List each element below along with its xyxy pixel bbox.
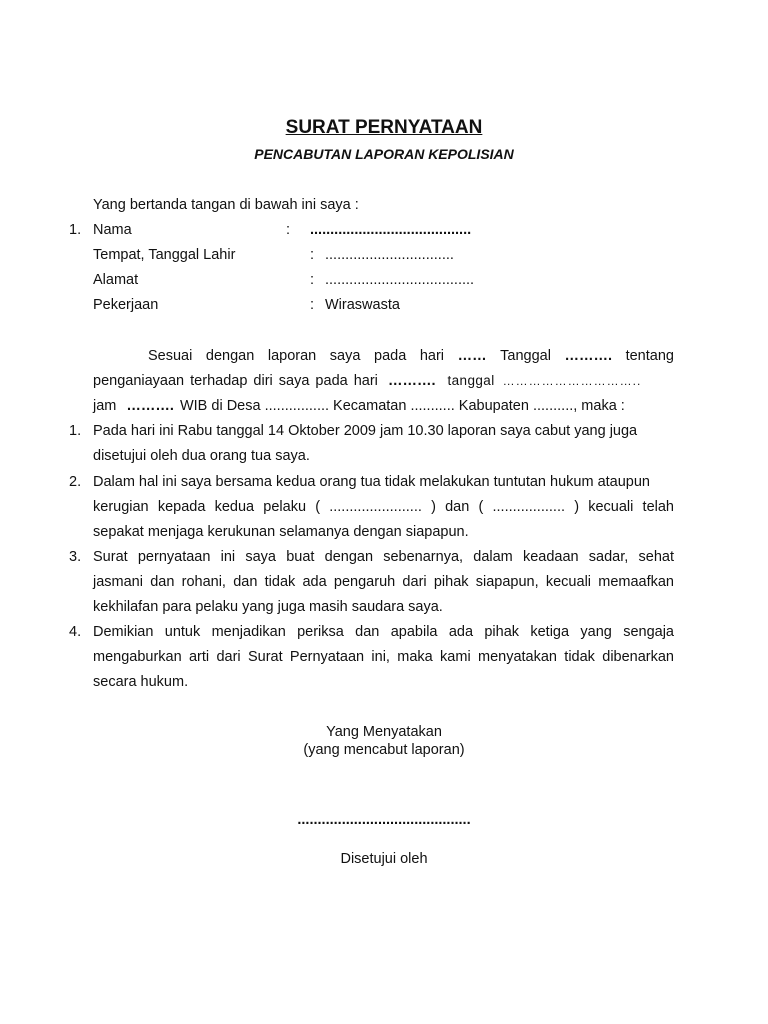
statement-line-1 (148, 346, 674, 366)
point-4-line-2: mengaburkan arti dari Surat Pernyataan ini, maka kami menyatakan tidak dibenarkan (93, 649, 674, 665)
field-label-alamat: Alamat (93, 272, 139, 288)
field-colon-pekerjaan: : (310, 297, 315, 313)
point-number: 2. (69, 474, 82, 490)
point-2-line-1: Dalam hal ini saya bersama kedua orang tua tidak melakukan tuntutan hukum ataupun (93, 474, 650, 490)
statement-word: laporan (267, 348, 317, 364)
point-number: 1. (69, 423, 82, 439)
statement-dots-tail: ………………………….. (502, 374, 642, 388)
statement-dots: …… (457, 348, 487, 364)
statement-tanggal: tanggal (447, 373, 495, 388)
identity-number: 1. (69, 222, 82, 238)
field-label-nama: Nama (93, 222, 132, 238)
field-label-pekerjaan: Pekerjaan (93, 297, 159, 313)
signature-label: Yang Menyatakan (326, 724, 442, 740)
point-4-line-1: Demikian untuk menjadikan periksa dan apabila ada pihak ketiga yang sengaja (93, 624, 674, 640)
point-1-line-1: Pada hari ini Rabu tanggal 14 Oktober 2009 jam 10.30 laporan saya cabut yang juga (93, 423, 638, 439)
statement-word: Sesuai (148, 348, 193, 364)
field-value-ttl: ................................ (325, 247, 454, 263)
statement-dots: ………. (564, 348, 613, 364)
field-label-ttl: Tempat, Tanggal Lahir (93, 247, 236, 263)
intro-text: Yang bertanda tangan di bawah ini saya : (93, 197, 359, 213)
point-2-line-2: kerugian kepada kedua pelaku ( ....................... ) dan ( .................. ) kecuali telah (93, 499, 674, 515)
statement-word: saya (329, 348, 361, 364)
point-3-line-1: Surat pernyataan ini saya buat dengan sebenarnya, dalam keadaan sadar, sehat (93, 549, 674, 565)
statement-line-2 (93, 371, 674, 391)
point-4-line-3: secara hukum. (93, 674, 189, 690)
statement-dots: ………. (387, 373, 436, 389)
statement-word: pada (374, 348, 407, 364)
signature-sublabel: (yang mencabut laporan) (303, 742, 465, 758)
signature-line: ........................................... (297, 812, 471, 828)
field-value-alamat: ..................................... (325, 272, 475, 288)
point-3-line-3: kekhilafan para pelaku yang juga masih saudara saya. (93, 599, 443, 615)
approved-label: Disetujui oleh (340, 851, 428, 867)
point-2-line-3: sepakat menjaga kerukunan selamanya dengan siapapun. (93, 524, 469, 540)
document-subtitle: PENCABUTAN LAPORAN KEPOLISIAN (254, 146, 514, 162)
point-number: 4. (69, 624, 82, 640)
statement-line-3 (93, 396, 625, 416)
document-title: SURAT PERNYATAAN (285, 117, 483, 138)
field-value-nama: ........................................ (310, 222, 472, 238)
statement-word: Tanggal (500, 348, 551, 364)
statement-word: hari (419, 348, 445, 364)
statement-word: dengan (205, 348, 255, 364)
point-1-line-2: disetujui oleh dua orang tua saya. (93, 448, 310, 464)
statement-text: WIB di Desa ................ Kecamatan ........... Kabupaten .........., maka : (179, 398, 625, 414)
field-colon-nama: : (286, 222, 291, 238)
statement-dots: ………. (126, 398, 174, 414)
statement-jam: jam (93, 398, 117, 414)
field-colon-alamat: : (310, 272, 315, 288)
statement-text: penganiayaan terhadap diri saya pada hari (93, 373, 378, 389)
statement-word: tentang (625, 348, 674, 364)
point-3-line-2: jasmani dan rohani, dan tidak ada pengaruh dari pihak siapapun, kecuali memaafkan (93, 574, 674, 590)
field-value-pekerjaan: Wiraswasta (325, 297, 400, 313)
point-number: 3. (69, 549, 82, 565)
field-colon-ttl: : (310, 247, 315, 263)
